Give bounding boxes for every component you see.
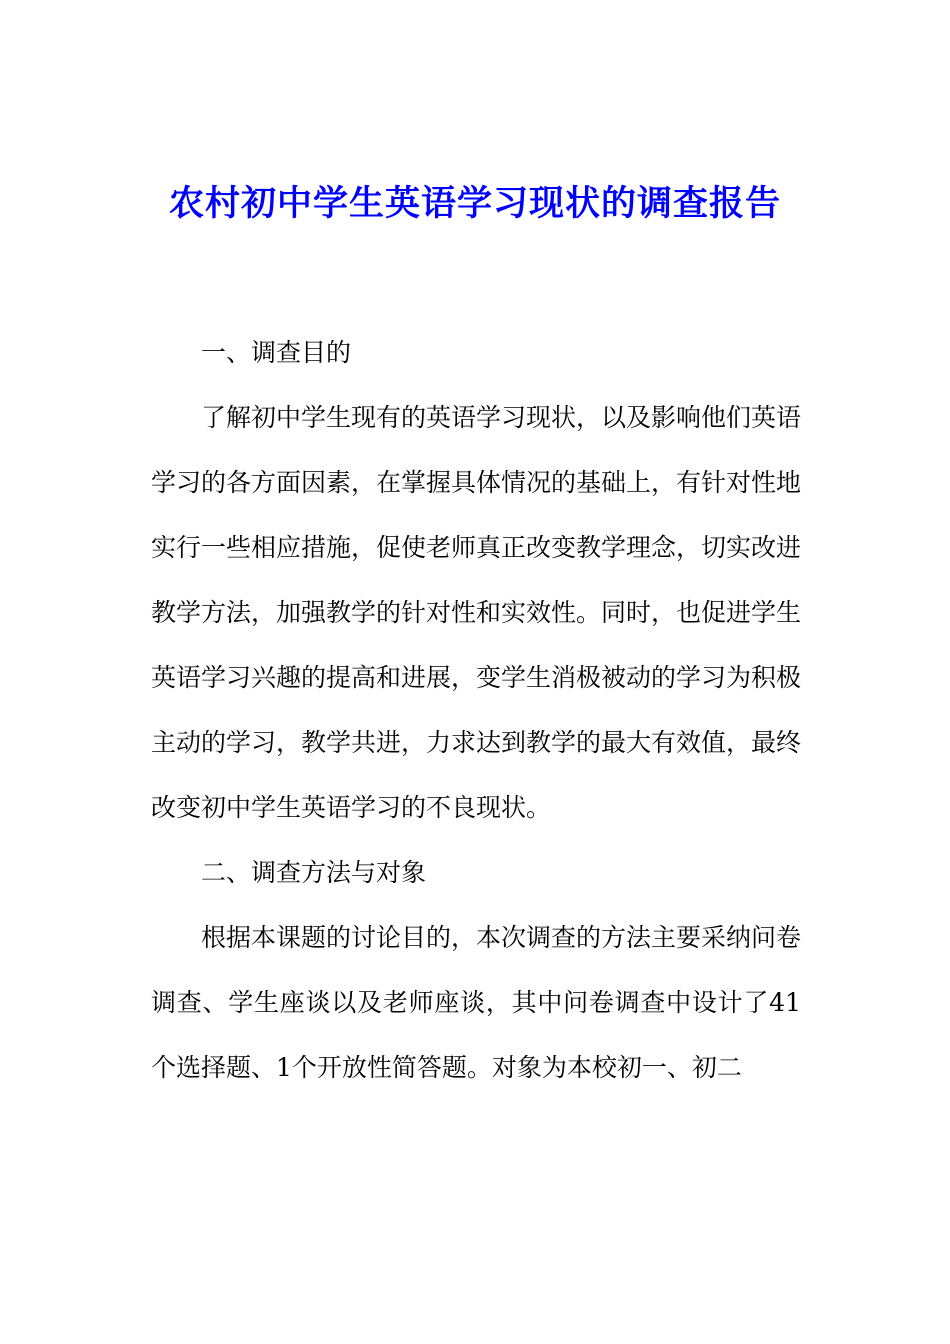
section-paragraph-purpose: 了解初中学生现有的英语学习现状，以及影响他们英语学习的各方面因素，在掌握具体情况的基础上，有针对性地实行一些相应措施，促使老师真正改变教学理念，切实改进教学方法，加强教学的针对性和实效性。同时，也促进学生英语学习兴趣的提高和进展，变学生消极被动的学习为积极主动的学习，教学共进，力求达到教学的最大有效值，最终改变初中学生英语学习的不良现状。 — [151, 403, 802, 822]
section-heading-purpose: 一、调查目的 — [201, 338, 352, 367]
section-paragraph-method: 根据本课题的讨论目的，本次调查的方法主要采纳问卷调查、学生座谈以及老师座谈，其中问卷调查中设计了41个选择题、1个开放性简答题。对象为本校初一、初二 — [151, 923, 802, 1082]
section-heading-method: 二、调查方法与对象 — [201, 858, 427, 887]
document-body — [151, 320, 801, 1100]
document-title: 农村初中学生英语学习现状的调查报告 — [168, 183, 781, 224]
